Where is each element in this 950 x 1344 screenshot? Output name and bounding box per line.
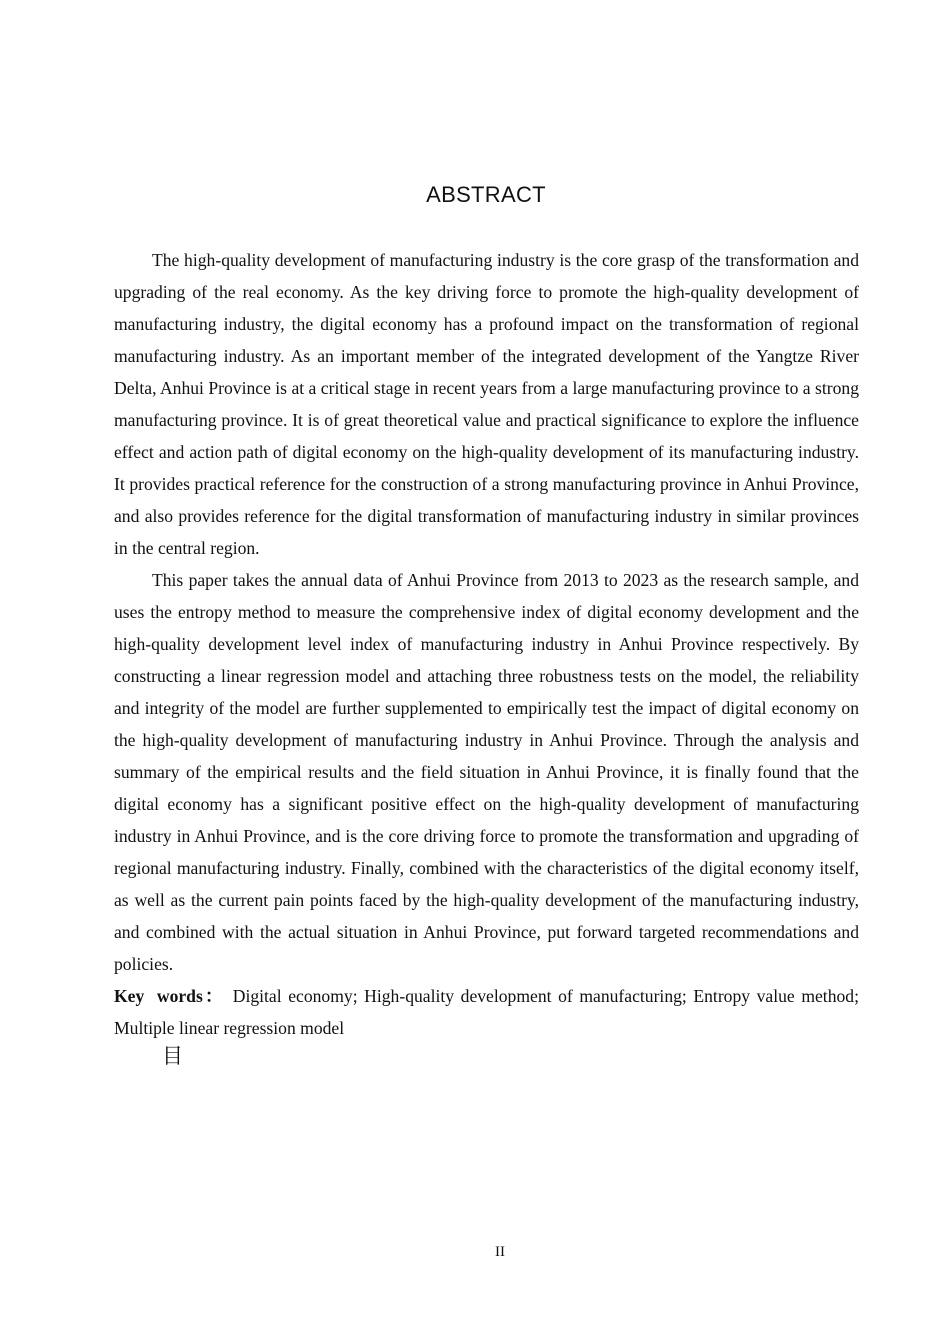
keywords-label: Key words [114,986,203,1006]
toc-heading-fragment: 目 [162,1044,183,1068]
abstract-paragraph-1: The high-quality development of manufacturing industry is the core grasp of the transformation and upgrading of the real economy. As the key driving force to promote the high-quality development of manufacturing industry, the digital economy has a profound impact on the transformation of regional manufacturing industry. As an important member of the integrated development of the Yangtze River Delta, Anhui Province is at a critical stage in recent years from a large manufacturing province to a strong manufacturing province. It is of great theoretical value and practical significance to explore the influence effect and action path of digital economy on the high-quality development of its manufacturing industry. It provides practical reference for the construction of a strong manufacturing province in Anhui Province, and also provides reference for the digital transformation of manufacturing industry in similar provinces in the central region. [114,250,859,558]
keywords-colon: ： [202,986,225,1006]
keywords-text: Digital economy; High-quality development of manufacturing; Entropy value method; Multiple linear regression model [114,986,859,1038]
keywords-line [114,980,859,1044]
abstract-body [114,244,859,1044]
page-number: II [495,1244,505,1260]
abstract-heading: ABSTRACT [426,182,546,207]
abstract-paragraph-2: This paper takes the annual data of Anhui Province from 2013 to 2023 as the research sample, and uses the entropy method to measure the comprehensive index of digital economy development and the high-quality development level index of manufacturing industry in Anhui Province respectively. By constructing a linear regression model and attaching three robustness tests on the model, the reliability and integrity of the model are further supplemented to empirically test the impact of digital economy on the high-quality development of manufacturing industry in Anhui Province. Through the analysis and summary of the empirical results and the field situation in Anhui Province, it is finally found that the digital economy has a significant positive effect on the high-quality development of manufacturing industry in Anhui Province, and is the core driving force to promote the transformation and upgrading of regional manufacturing industry. Finally, combined with the characteristics of the digital economy itself, as well as the current pain points faced by the high-quality development of the manufacturing industry, and combined with the actual situation in Anhui Province, put forward targeted recommendations and policies. [114,570,859,974]
